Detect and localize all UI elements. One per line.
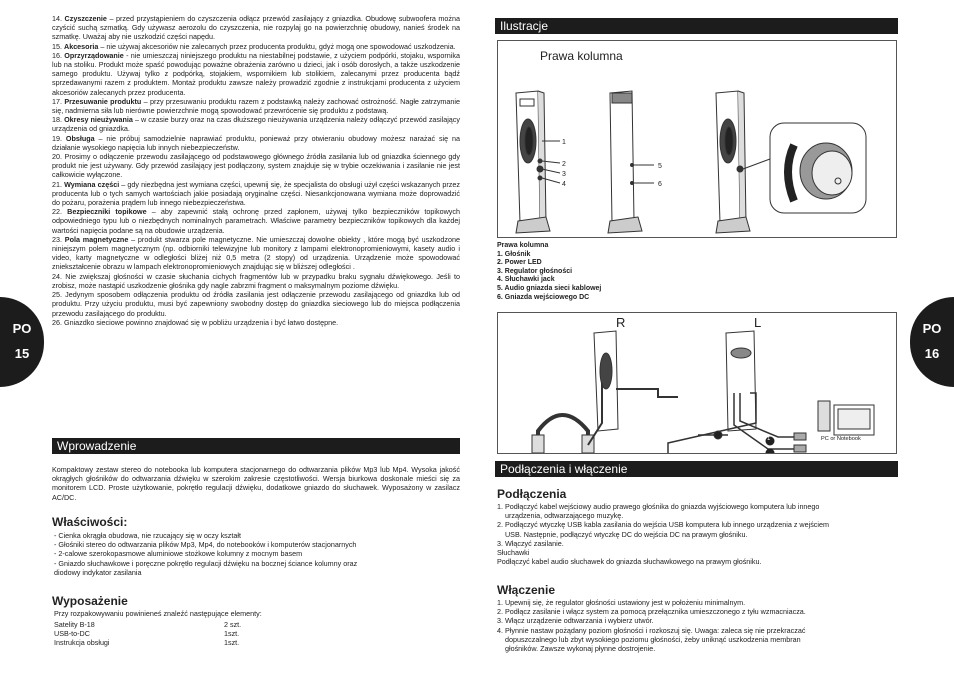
connect-step: 2. Podłączyć wtyczkę USB kabla zasilania do wejścia USB komputera lub innego urządzenia z wejściem — [497, 520, 829, 530]
callout-6: 6 — [658, 181, 662, 188]
safety-instructions — [52, 14, 460, 327]
safety-item-title: Bezpieczniki topikowe — [67, 207, 147, 217]
speaker-side-view-2 — [716, 91, 866, 233]
connect-title: Podłączenia — [497, 487, 567, 501]
connect-step: 3. Włączyć zasilanie. — [497, 538, 564, 548]
features-list — [54, 531, 462, 577]
safety-item: 16. Oprzyrządowanie - nie umieszczaj niniejszego produktu na niestabilnej podstawie, z użyciem podpórki, stojaku, wspornika lub na stoliku. Produkt może spaść powodując poważne obrażenia zarówno u dzieci, jak i osób dorosłych, a także uszkodzenie samego produktu. Używaj tylko z podpórką, stojakiem, wspornikiem lub stolikiem, zalecanymi przez producenta bądź sprzedawanymi razem z produktem. Montaż produktu zawsze należy prowadzić zgodnie z instrukcjami producenta z użyciem akcesoriów zalecanych przez producenta. — [52, 50, 460, 97]
safety-item: 20. Prosimy o odłączenie przewodu zasilającego od podstawowego głównego źródła zasilania lub od gniazdka ściennego gdy produkt nie jest używany. Gdy przewód zasilający jest podłączony, system znajduje się w trybie oczekiwania i zasilanie nie jest całkowicie wyłączone. — [52, 152, 460, 180]
safety-item: 17. Przesuwanie produktu – przy przesuwaniu produktu razem z podstawką należy zachować ostrożność. Nagłe zatrzymanie się, nadmierna siła lub nierówne powierzchnie mogą spowodować przewrócenie się produktu z podstawą. — [52, 96, 460, 116]
power-step: 3. Włącz urządzenie odtwarzania i wybierz utwór. — [497, 616, 654, 626]
right-page — [477, 0, 954, 679]
page-tab-number: 16 — [924, 346, 940, 361]
callout-4: 4 — [562, 181, 566, 188]
equipment-row — [54, 629, 294, 638]
connect-steps — [497, 502, 897, 566]
page-tab-right — [910, 297, 954, 387]
power-title: Włączenie — [497, 583, 556, 597]
power-step: 2. Podłącz zasilanie i włącz system za pomocą przełącznika umieszczonego z tyłu wzmacniacza. — [497, 607, 806, 617]
label-r: R — [616, 315, 626, 330]
callout-5: 5 — [658, 163, 662, 170]
callout-3: 3 — [562, 171, 566, 178]
feature-item: - Głośniki stereo do odtwarzania plików Mp3, Mp4, do notebooków i komputerów stacjonarnych — [54, 540, 357, 550]
safety-item-title: Wymiana części — [64, 179, 120, 189]
feature-item: - Cienka okrągła obudowa, nie rzucający się w oczy kształt — [54, 531, 241, 540]
legend-item: 2. Power LED — [497, 259, 542, 267]
connect-step: Podłączyć kabel audio słuchawek do gniazda słuchawkowego na prawym głośniku. — [497, 557, 762, 567]
legend-item: 6. Gniazda wejściowego DC — [497, 293, 590, 301]
connect-step: USB. Następnie, podłączyć wtyczkę DC do wejścia DC na prawym głośniku. — [497, 529, 748, 539]
equipment-title: Wyposażenie — [52, 594, 128, 608]
badge-1: 1 — [767, 436, 771, 442]
feature-item: - 2-calowe szerokopasmowe aluminiowe stożkowe kolumny z mocnym basem — [54, 549, 303, 559]
illustrations-bar: Ilustracje — [495, 18, 898, 34]
safety-item: 22. Bezpieczniki topikowe – aby zapewnić stałą ochronę przed zapłonem, używaj tylko bezpieczników topikowych odpowiedniego typu lub o niezbędnych nominalnych parametrach. Właściwe parametry bezpieczników topikowych dla każdej wartości napięcia podane są na obudowie urządzenia. — [52, 207, 460, 235]
safety-item-title: Oprzyrządowanie — [64, 50, 124, 60]
intro-section-bar: Wprowadzenie — [52, 438, 460, 454]
pc-tower-icon — [818, 401, 830, 431]
connect-step: urządzenia, odtwarzającego muzykę. — [497, 511, 624, 521]
equipment-intro: Przy rozpakowywaniu powinieneś znaleźć następujące elementy: — [54, 609, 262, 618]
safety-item: 25. Jedynym sposobem odłączenia produktu od źródła zasilania jest odłączenie przewodu zasilającego od gniazdka lub od produktu. Przy użyciu produktu, musi być zapewniony swobodny dostęp do gniazdka sieciowego lub do miejsca podłączenia przewodu zasilającego do produktu. — [52, 290, 460, 318]
power-step: dopuszczalnego lub zbyt wysokiego poziomu głośności, żeby uniknąć uszkodzenia membran — [497, 634, 801, 644]
speaker-drawings — [498, 41, 896, 237]
safety-item: 24. Nie zwiększaj głośności w czasie słuchania cichych fragmentów lub w przypadku braku sygnału dźwiękowego. Jeśli to zrobisz, może nastąpić uszkodzenie głośnika gdy nagle zabrzmi fragment o maksymalnym poziome dźwięku. — [52, 271, 460, 290]
equipment-row — [54, 638, 294, 647]
safety-item-title: Pola magnetyczne — [64, 234, 129, 244]
feature-item: - Gniazdo słuchawkowe i poręczne pokrętło regulacji dźwięku na bocznej ściance kolumny oraz — [54, 558, 358, 568]
power-step: głośników. Zawsze wykonaj płynne dostrojenie. — [497, 644, 656, 654]
power-steps — [497, 598, 897, 653]
connect-step: Słuchawki — [497, 548, 530, 558]
equipment-name: Instrukcja obsługi — [54, 638, 110, 648]
equipment-qty: 1szt. — [224, 629, 240, 639]
legend-item: 4. Słuchawki jack — [497, 276, 555, 284]
safety-item: 15. Akcesoria – nie używaj akcesoriów nie zalecanych przez producenta produktu, gdyż mogą one spowodować uszkodzenia. — [52, 41, 456, 51]
connection-drawings — [498, 313, 896, 453]
diagram-title: Prawa kolumna — [540, 49, 623, 63]
safety-item: 21. Wymiana części – gdy niezbędna jest wymiana części, upewnij się, że specjalista do obsługi użył części wskazanych przez producenta lub o tych samych wartościach jakie posiadają oryginalne części. Niesankcjonowana wymiana może doprowadzić do pożaru, porażenia prądem lub innego niebezpieczeństwa. — [52, 179, 460, 208]
safety-item-title: Przesuwanie produktu — [64, 96, 142, 106]
safety-item: 14. Czyszczenie – przed przystąpieniem do czyszczenia odłącz przewód zasilający z gniazdka. Obudowę subwoofera można czyścić suchą szmatką. Gdy używasz aerozolu do czyszczenia, nie rozpylaj go na powierzchnię obudowy, nanieś środek na szmatkę. Uważaj aby nie uszkodzić części napędu. — [52, 14, 460, 42]
safety-item-title: Czyszczenie — [64, 14, 107, 23]
page-tab-number: 15 — [14, 346, 30, 361]
equipment-qty: 1szt. — [224, 638, 240, 648]
intro-text: Kompaktowy zestaw stereo do notebooka lub komputera stacjonarnego do odtwarzania plików Mp3 lub Mp4. Wysoka jakość okrągłych głośników do odtwarzania dźwięku w szerokim zakresie częstotliwości. Wersja biurkowa doskonale mieści się za monitorem LCD. Proste użytkowanie, pokrętło regulacji dźwięku, dodatkowe gniazdo do słuchawek. Wyposażony w zasilacz AC/DC. — [52, 465, 460, 502]
speaker-back-view — [608, 91, 654, 233]
label-l: L — [754, 315, 762, 330]
connection-diagram — [497, 312, 897, 454]
safety-item: 18. Okresy nieużywania – w czasie burzy oraz na czas dłuższego nieużywania urządzenia należy odłączyć przewód zasilający urządzenia od gniazdka. — [52, 115, 460, 134]
label-pc: PC or Notebook — [821, 436, 861, 442]
features-title: Właściwości: — [52, 515, 128, 529]
equipment-name: Satelity B-18 — [54, 620, 95, 629]
page-tab-left — [0, 297, 44, 387]
safety-item-title: Akcesoria — [64, 41, 99, 51]
page-tab-code: PO — [922, 321, 942, 336]
safety-item-title: Okresy nieużywania — [64, 115, 133, 125]
legend-item: 3. Regulator głośności — [497, 267, 573, 275]
headphones-icon — [538, 415, 588, 453]
page-tab-code: PO — [12, 321, 32, 336]
connect-step: 1. Podłączyć kabel wejściowy audio prawego głośnika do gniazda wyjściowego komputera lub innego — [497, 502, 820, 511]
equipment-row — [54, 620, 294, 629]
speaker-side-view — [516, 91, 560, 233]
safety-item: 26. Gniazdko sieciowe powinno znajdować się w pobliżu urządzenia i być łatwo dostępne. — [52, 317, 339, 327]
left-speaker-icon — [726, 331, 756, 431]
legend-title: Prawa kolumna — [497, 242, 549, 249]
power-step: 1. Upewnij się, że regulator głośności ustawiony jest w położeniu minimalnym. — [497, 598, 746, 607]
connect-section-bar: Podłączenia i włączenie — [495, 461, 898, 477]
legend-items — [497, 251, 601, 303]
callout-1: 1 — [562, 139, 566, 146]
safety-item: 19. Obsługa – nie próbuj samodzielnie naprawiać produktu, ponieważ przy otwieraniu obudowy możesz narażać się na działanie wysokiego napięcia lub innych niebezpieczeństw. — [52, 133, 460, 152]
legend-item: 1. Głośnik — [497, 250, 531, 258]
diagram-legend — [497, 242, 601, 302]
power-step: 4. Płynnie nastaw pożądany poziom głośności i rozkoszuj się. Uwaga: zaleca się nie przekraczać — [497, 625, 806, 635]
equipment-name: USB-to-DC — [54, 629, 90, 639]
legend-item: 5. Audio gniazda sieci kablowej — [497, 284, 602, 292]
callout-2: 2 — [562, 161, 566, 168]
equipment-qty: 2 szt. — [224, 620, 242, 629]
feature-item: diodowy indykator zasilania — [54, 567, 142, 577]
safety-item: 23. Pola magnetyczne – produkt stwarza pole magnetyczne. Nie umieszczaj dowolne obiekty , które mogą być uszkodzone niniejszym polem magnetycznym (np. odbiorniki telewizyjne lub monitory z lampami elektronopromieniowymi, kasety audio i video, karty magnetyczne w odległości bliżej niż 0,5 metra (2 stopy) od urządzenia. Urządzenie może spowodować zniekształcenie obrazu w lampach elektronopromieniowych znajdując się w bliższej odległości . — [52, 234, 460, 272]
equipment-list — [54, 620, 294, 648]
safety-item-title: Obsługa — [65, 133, 95, 143]
speaker-diagram — [497, 40, 897, 238]
